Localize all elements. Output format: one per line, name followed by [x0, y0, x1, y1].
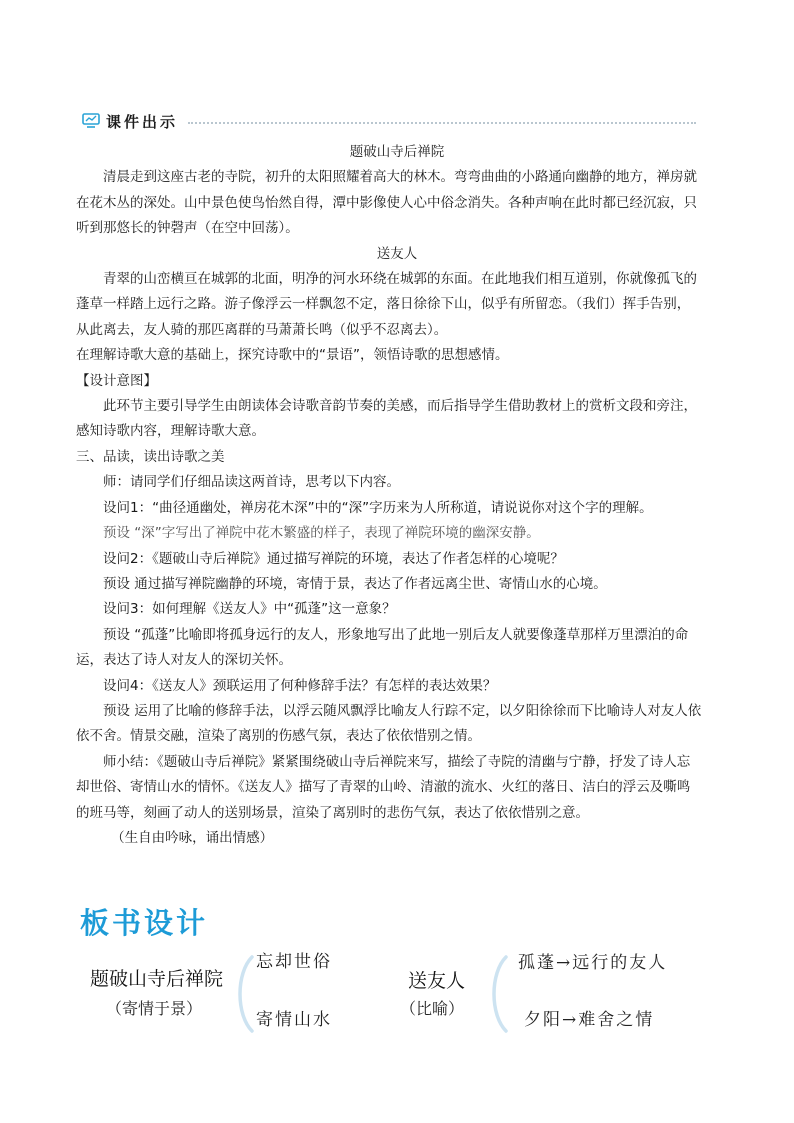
board-left-sub: （寄情于景）	[106, 999, 203, 1018]
board-right-bracket	[484, 955, 510, 1033]
answer-1: 预设 “深”字写出了禅院中花木繁盛的样子，表现了禅院环境的幽深安静。	[103, 525, 540, 542]
section-title: 课件出示	[106, 113, 179, 131]
answer-2: 预设 通过描写禅院幽静的环境，寄情于景，表达了作者远离尘世、寄情山水的心境。	[103, 575, 607, 592]
design-intent-line-2: 感知诗歌内容，理解诗歌大意。	[76, 423, 265, 440]
section-header	[82, 112, 696, 132]
summary-line-2: 却世俗、寄情山水的情怀。《送友人》描写了青翠的山岭、清澈的流水、火红的落日、洁白的浮云及嘶鸣	[76, 779, 691, 796]
content-body	[76, 140, 718, 851]
board-right-sub: （比喻）	[400, 999, 465, 1018]
poem2-line-1: 青翠的山峦横亘在城郭的北面，明净的河水环绕在城郭的东面。在此地我们相互道别，你就像孤飞的	[103, 271, 697, 288]
poem2-title: 送友人	[376, 245, 418, 262]
dotted-divider	[188, 122, 696, 124]
board-left-bracket	[230, 955, 256, 1033]
design-intent-line-1: 此环节主要引导学生由朗读体会诗歌音韵节奏的美感，而后指导学生借助教材上的赏析文段和旁注，	[103, 398, 697, 415]
presentation-icon	[82, 113, 100, 128]
poem1-line-1: 清晨走到这座古老的寺院，初升的太阳照耀着高大的林木。弯弯曲曲的小路通向幽静的地方，禅房就	[103, 169, 697, 186]
question-1: 设问1：“曲径通幽处，禅房花木深”中的“深”字历来为人所称道，请说说你对这个字的理解。	[103, 499, 653, 516]
board-right-name: 送友人	[408, 970, 466, 992]
poem2-line-2: 蓬草一样踏上远行之路。游子像浮云一样飘忽不定，落日徐徐下山，似乎有所留恋。（我们）挥手告别，	[76, 296, 691, 313]
question-2: 设问2：《题破山寺后禅院》通过描写禅院的环境，表达了作者怎样的心境呢？	[103, 550, 564, 567]
question-4: 设问4：《送友人》颈联运用了何种修辞手法？有怎样的表达效果？	[103, 677, 497, 694]
board-left-bottom: 寄情山水	[256, 1010, 332, 1030]
poem1-title: 题破山寺后禅院	[349, 144, 445, 160]
part3-heading: 三、品读，读出诗歌之美	[76, 448, 225, 465]
board-left-top: 忘却世俗	[256, 952, 332, 972]
board-left-name: 题破山寺后禅院	[90, 968, 224, 990]
question-3: 设问3：如何理解《送友人》中“孤蓬”这一意象？	[103, 601, 396, 618]
poem1-line-3: 听到那悠长的钟磬声（在空中回荡）。	[76, 220, 299, 237]
learning-goal: 在理解诗歌大意的基础上，探究诗歌中的“景语”，领悟诗歌的思想感情。	[76, 347, 509, 364]
board-design-title: 板书设计	[80, 906, 209, 940]
answer-3-line-1: 预设 “孤蓬”比喻即将孤身远行的友人，形象地写出了此地一别后友人就要像蓬草那样万里漂泊的命	[103, 626, 689, 643]
board-right-top: 孤蓬→远行的友人	[518, 953, 668, 973]
teacher-prompt: 师：请同学们仔细品读这两首诗，思考以下内容。	[103, 474, 400, 491]
board-right-bottom: 夕阳→难舍之情	[524, 1010, 655, 1030]
recite-note: （生自由吟咏，诵出情感）	[111, 829, 274, 846]
summary-line-3: 的班马等，刻画了动人的送别场景，渲染了离别时的悲伤气氛，表达了依依惜别之意。	[76, 804, 589, 821]
summary-line-1: 师小结：《题破山寺后禅院》紧紧围绕破山寺后禅院来写，描绘了寺院的清幽与宁静，抒发了诗人忘	[103, 753, 691, 770]
answer-3-line-2: 运，表达了诗人对友人的深切关怀。	[76, 652, 292, 669]
poem2-line-3: 从此离去，友人骑的那匹离群的马萧萧长鸣（似乎不忍离去）。	[76, 321, 448, 338]
answer-4-line-2: 依不舍。情景交融，渲染了离别的伤感气氛，表达了依依惜别之情。	[76, 728, 481, 745]
poem1-line-2: 在花木丛的深处。山中景色使鸟怡然自得，潭中影像使人心中俗念消失。各种声响在此时都已经沉寂，只	[76, 194, 697, 211]
answer-4-line-1: 预设 运用了比喻的修辞手法，以浮云随风飘浮比喻友人行踪不定，以夕阳徐徐而下比喻诗人对友人依	[103, 702, 702, 719]
design-intent-label: 【设计意图】	[76, 372, 157, 389]
